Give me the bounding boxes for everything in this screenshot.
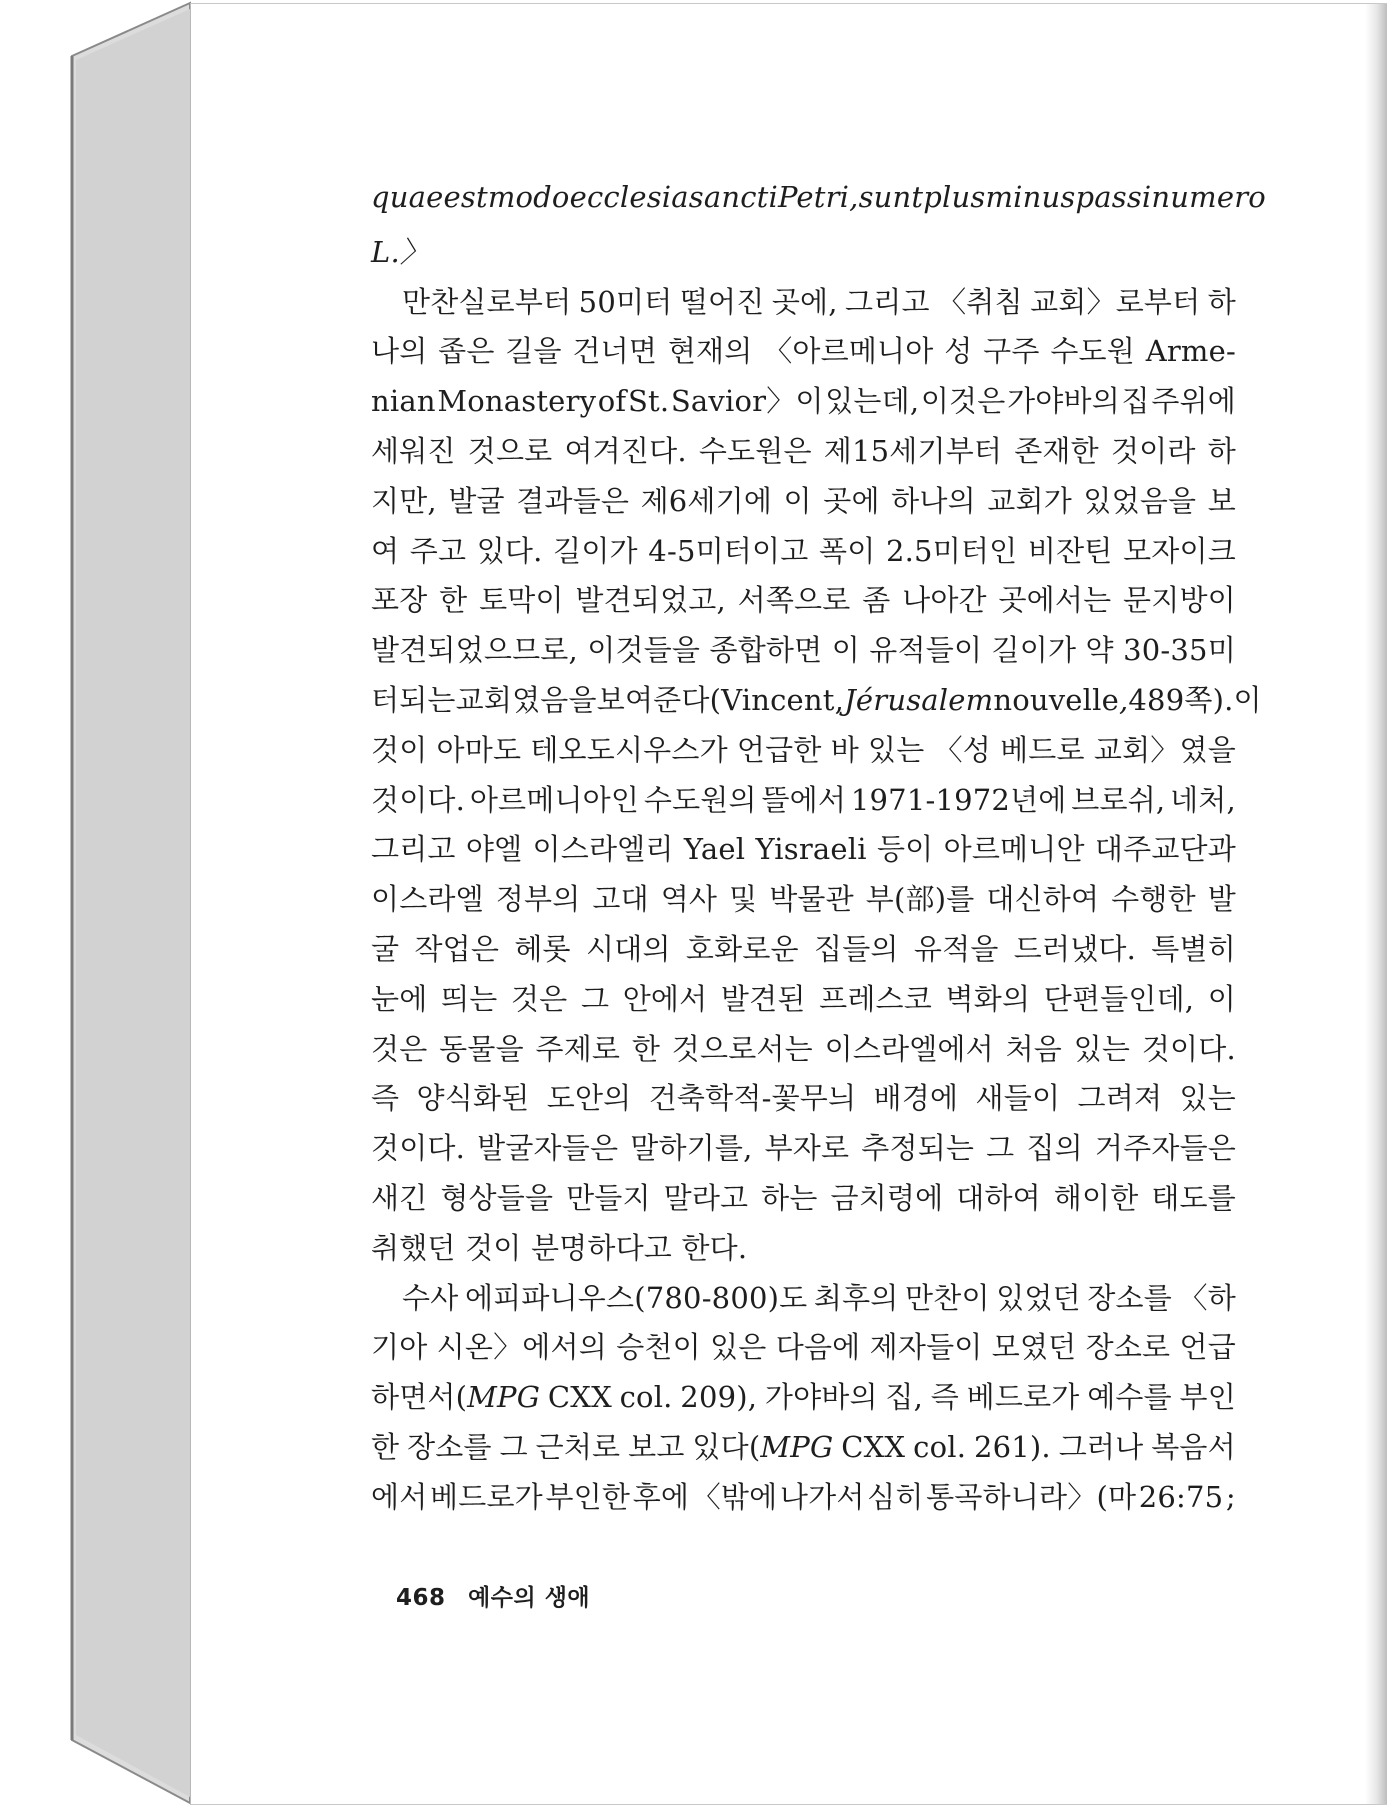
text-line: 것이 아마도 테오도시우스가 언급한 바 있는 〈성 베드로 교회〉였을 [371, 732, 1236, 767]
body-text [371, 180, 1266, 1525]
text-line: 하면서(MPG CXX col. 209), 가야바의 집, 즉 베드로가 예수를 부인 [371, 1380, 1236, 1415]
text-line: 그리고 야엘 이스라엘리 Yael Yisraeli 등이 아르메니안 대주교단과 [371, 832, 1236, 867]
text-line: nian Monastery of St. Savior〉이 있는데, 이것은 가야바의 집 주위에 [371, 384, 1236, 419]
page-number: 468 [396, 1585, 446, 1611]
text-line: 발견되었으므로, 이것들을 종합하면 이 유적들이 길이가 약 30-35미 [371, 633, 1236, 668]
page-footer [396, 1579, 590, 1612]
page-right-edge-shadow [1365, 4, 1387, 1804]
text-line: 눈에 띄는 것은 그 안에서 발견된 프레스코 벽화의 단편들인데, 이 [371, 981, 1236, 1016]
text-line: 것이다. 아르메니아인 수도원의 뜰에서 1971-1972년에 브로쉬, 네처, [371, 782, 1236, 817]
text-line: 지만, 발굴 결과들은 제6세기에 이 곳에 하나의 교회가 있었음을 보 [371, 483, 1236, 518]
text-line: 한 장소를 그 근처로 보고 있다(MPG CXX col. 261). 그러나 복음서 [371, 1429, 1236, 1464]
text-line: 포장 한 토막이 발견되었고, 서쪽으로 좀 나아간 곳에서는 문지방이 [371, 583, 1236, 618]
running-title: 예수의 생애 [468, 1585, 591, 1611]
text-line: 굴 작업은 헤롯 시대의 호화로운 집들의 유적을 드러냈다. 특별히 [371, 931, 1236, 966]
text-line: 이스라엘 정부의 고대 역사 및 박물관 부(部)를 대신하여 수행한 발 [371, 882, 1236, 917]
text-line: 에서 베드로가 부인한 후에 〈밖에 나가서 심히 통곡하니라〉(마 26:75 ; [371, 1479, 1236, 1514]
text-line: 세워진 것으로 여겨진다. 수도원은 제15세기부터 존재한 것이라 하 [371, 433, 1236, 468]
text-line: 즉 양식화된 도안의 건축학적-꽃무늬 배경에 새들이 그려져 있는 [371, 1081, 1236, 1116]
text-line: 새긴 형상들을 만들지 말라고 하는 금치령에 대하여 해이한 태도를 [371, 1180, 1236, 1215]
text-line: 것은 동물을 주제로 한 것으로서는 이스라엘에서 처음 있는 것이다. [371, 1031, 1236, 1066]
text-line: 나의 좁은 길을 건너면 현재의 〈아르메니아 성 구주 수도원 Arme- [371, 334, 1236, 369]
book-page [190, 3, 1387, 1805]
text-line: 만찬실로부터 50미터 떨어진 곳에, 그리고 〈취침 교회〉로부터 하 [402, 284, 1236, 319]
text-line: 여 주고 있다. 길이가 4-5미터이고 폭이 2.5미터인 비잔틴 모자이크 [371, 533, 1236, 568]
text-line: L.〉 [371, 234, 430, 269]
text-line: 것이다. 발굴자들은 말하기를, 부자로 추정되는 그 집의 거주자들은 [371, 1131, 1236, 1166]
text-line: 수사 에피파니우스(780-800)도 최후의 만찬이 있었던 장소를 〈하 [402, 1280, 1236, 1315]
text-line: 취했던 것이 분명하다고 한다. [371, 1230, 748, 1265]
text-line: quae est modo ecclesia sancti Petri, sunt plus minus passi numero [371, 180, 1266, 214]
text-line: 터되는 교회였음을 보여 준다(Vincent, Jérusalem nouvelle, 489쪽). 이 [371, 682, 1262, 717]
text-line: 기아 시온〉에서의 승천이 있은 다음에 제자들이 모였던 장소로 언급 [371, 1330, 1236, 1365]
